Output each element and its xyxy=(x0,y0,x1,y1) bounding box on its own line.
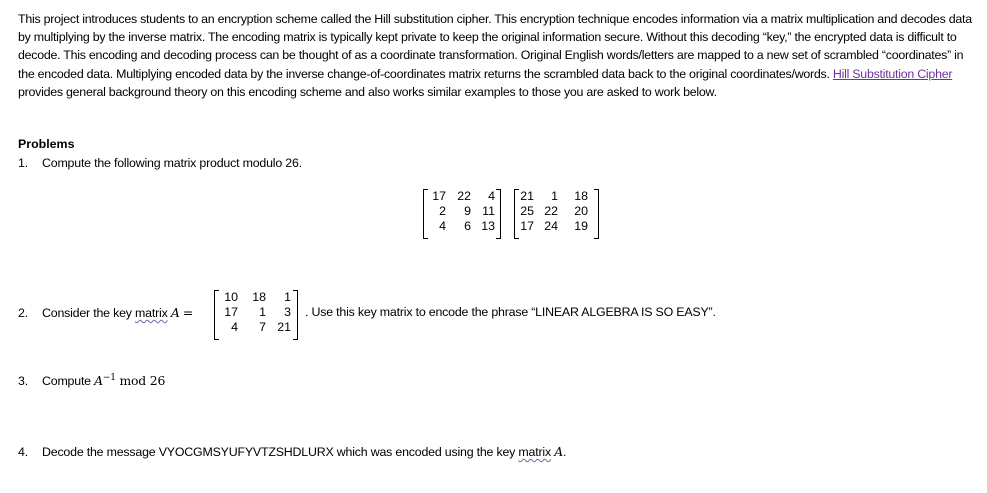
matrix-cell: 21 xyxy=(520,189,534,203)
intro-text-end: provides general background theory on this encoding scheme and also works similar examples to those you are asked to work below. xyxy=(18,84,717,99)
problem-number: 3. xyxy=(18,374,28,389)
exponent: −1 xyxy=(102,373,116,383)
matrix-cell: 25 xyxy=(520,204,534,218)
problem-number: 1. xyxy=(18,156,28,170)
intro-text: This project introduces students to an encryption scheme called the Hill substitution cipher. This encryption technique encodes information via a matrix multiplication and decodes data by multiplying by the inverse matrix. The encoding matrix is typically kept private to keep the original information secure. Without this decoding “key,” the encrypted data is difficult to decode. This encoding and decoding process can be thought of as a coordinate transformation. Original English words/letters are mapped to a new set of scrambled “coordinates” in the encoded data. Multiplying encoded data by the inverse change-of-coordinates matrix returns the scrambled data back to the original coordinates/words. xyxy=(18,12,972,81)
problem-3 xyxy=(18,373,165,388)
matrix-cell: 11 xyxy=(482,204,495,218)
matrix-left xyxy=(426,189,495,234)
equals-sign: = xyxy=(182,305,193,320)
problem-text: Decode the message VYOCGMSYUFYVTZSHDLURX which was encoded using the key xyxy=(42,445,519,459)
matrix-cell: 22 xyxy=(544,204,558,218)
matrix-cell: 17 xyxy=(432,189,446,203)
matrix-cell: 1 xyxy=(551,189,558,203)
matrix-cell: 17 xyxy=(224,305,238,319)
matrix-cell: 17 xyxy=(520,219,534,233)
problem-2-suffix: . Use this key matrix to encode the phrase “LINEAR ALGEBRA IS SO EASY”. xyxy=(305,305,716,319)
matrix-cell: 4 xyxy=(488,189,495,203)
problem-number: 4. xyxy=(18,445,28,459)
problem-text: Compute xyxy=(42,374,95,389)
symbol-A: A xyxy=(94,373,103,389)
matrix-cell: 6 xyxy=(464,219,471,233)
problem-text: Compute the following matrix product modulo 26. xyxy=(42,156,302,170)
problem-1 xyxy=(18,156,302,170)
matrix-word: matrix xyxy=(135,306,168,320)
problem-4 xyxy=(18,444,566,459)
matrix-cell: 19 xyxy=(574,219,588,233)
matrix-right xyxy=(518,189,588,234)
problem-number: 2. xyxy=(18,306,28,320)
matrix-cell: 24 xyxy=(544,219,558,233)
period: . xyxy=(562,445,567,459)
matrix-cell: 21 xyxy=(277,320,291,334)
matrix-cell: 1 xyxy=(259,305,266,319)
matrix-cell: 4 xyxy=(439,219,446,233)
problem-text: mod 26 xyxy=(115,373,166,389)
matrix-cell: 20 xyxy=(574,204,588,218)
problem-2 xyxy=(18,305,193,320)
matrix-cell: 7 xyxy=(259,320,266,334)
matrix-cell: 18 xyxy=(252,290,266,304)
hill-cipher-link[interactable]: Hill Substitution Cipher xyxy=(832,66,953,81)
matrix-cell: 10 xyxy=(224,290,238,304)
matrix-cell: 3 xyxy=(284,305,291,319)
symbol-A: A xyxy=(170,305,180,320)
symbol-A: A xyxy=(554,444,563,459)
matrix-cell: 18 xyxy=(574,189,588,203)
matrix-cell: 13 xyxy=(481,219,495,233)
matrix-cell: 22 xyxy=(457,189,471,203)
matrix-cell: 9 xyxy=(464,204,471,218)
matrix-cell: 4 xyxy=(231,320,238,334)
right-bracket xyxy=(496,189,501,239)
matrix-word: matrix xyxy=(518,445,551,459)
intro-paragraph xyxy=(18,10,973,101)
matrix-cell: 2 xyxy=(439,204,446,218)
matrix-A xyxy=(218,290,291,335)
right-bracket xyxy=(594,189,599,239)
right-bracket xyxy=(293,290,298,340)
problem-text: Consider the key xyxy=(42,306,136,320)
document-page xyxy=(18,10,973,459)
problems-heading: Problems xyxy=(18,137,75,151)
matrix-cell: 1 xyxy=(284,290,291,304)
